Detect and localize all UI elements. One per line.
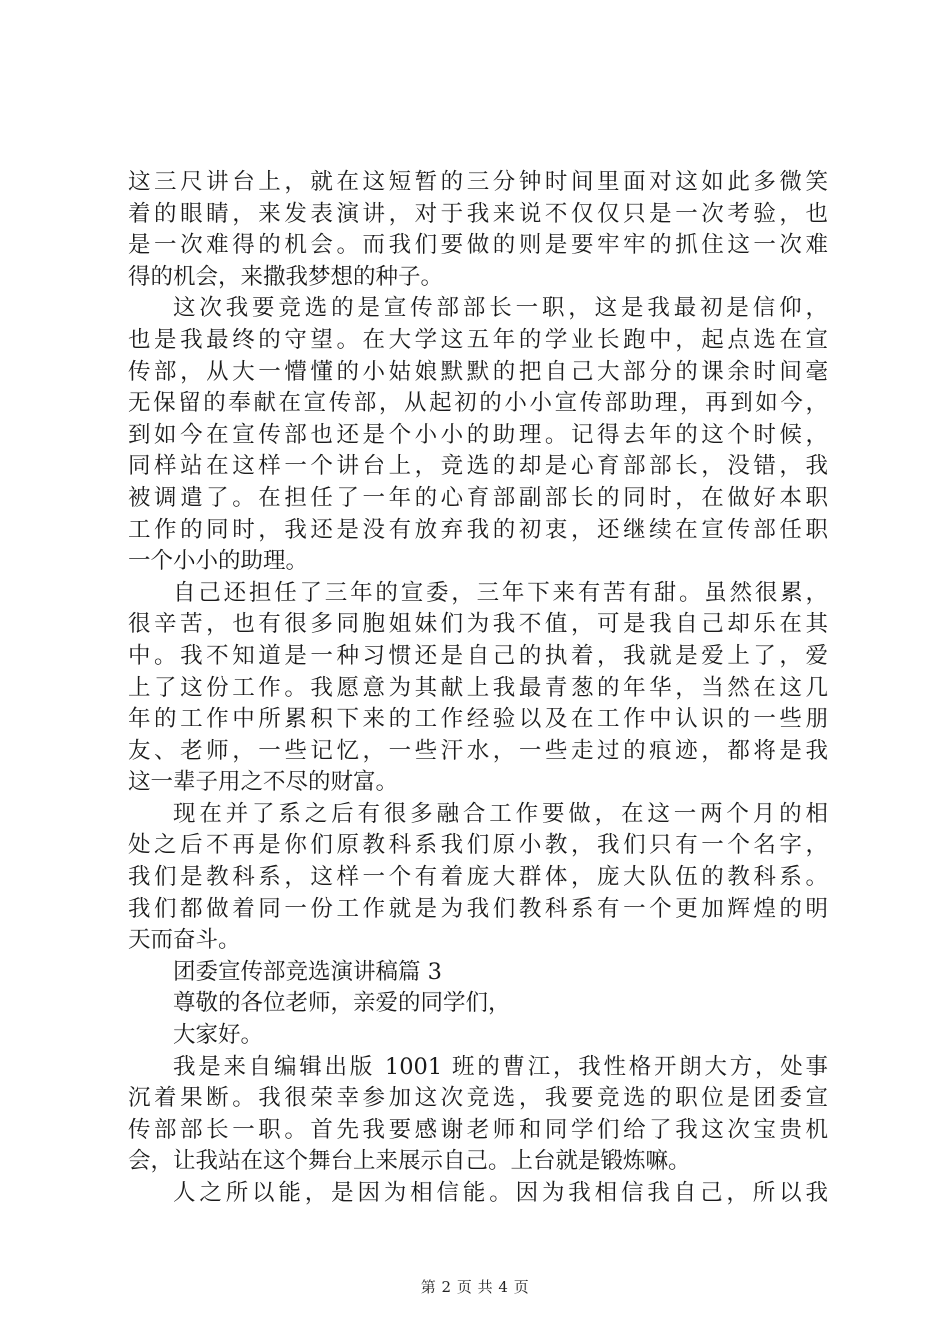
text-line: 天而奋斗。 bbox=[128, 927, 241, 954]
text-line: 也是我最终的守望。在大学这五年的学业长跑中，起点选在宣 bbox=[128, 326, 828, 353]
text-line: 现在并了系之后有很多融合工作要做，在这一两个月的相 bbox=[173, 800, 828, 827]
text-line: 到如今在宣传部也还是个小小的助理。记得去年的这个时候， bbox=[128, 421, 828, 448]
text-line: 这一辈子用之不尽的财富。 bbox=[128, 769, 399, 796]
text-line: 很辛苦，也有很多同胞姐妹们为我不值，可是我自己却乐在其 bbox=[128, 611, 828, 638]
text-line: 同样站在这样一个讲台上，竞选的却是心育部部长，没错，我 bbox=[128, 453, 828, 480]
text-line: 工作的同时，我还是没有放弃我的初衷，还继续在宣传部任职 bbox=[128, 516, 828, 543]
text-line: 我们都做着同一份工作就是为我们教科系有一个更加辉煌的明 bbox=[128, 895, 828, 922]
text-line: 沉着果断。我很荣幸参加这次竞选，我要竞选的职位是团委宣 bbox=[128, 1085, 828, 1112]
text-line: 无保留的奉献在宣传部，从起初的小小宣传部助理，再到如今， bbox=[128, 390, 828, 417]
text-line: 中。我不知道是一种习惯还是自己的执着，我就是爱上了，爱 bbox=[128, 642, 828, 669]
text-line: 自己还担任了三年的宣委，三年下来有苦有甜。虽然很累， bbox=[173, 579, 828, 606]
text-line: 我们是教科系，这样一个有着庞大群体，庞大队伍的教科系。 bbox=[128, 864, 828, 891]
text-line: 是一次难得的机会。而我们要做的则是要牢牢的抓住这一次难 bbox=[128, 232, 828, 259]
text-line: 传部部长一职。首先我要感谢老师和同学们给了我这次宝贵机 bbox=[128, 1116, 828, 1143]
text-line: 一个小小的助理。 bbox=[128, 548, 309, 575]
text-line: 团委宣传部竞选演讲稿篇 3 bbox=[173, 958, 442, 985]
text-line: 着的眼睛，来发表演讲，对于我来说不仅仅只是一次考验，也 bbox=[128, 200, 828, 227]
text-line: 得的机会，来撒我梦想的种子。 bbox=[128, 263, 444, 290]
text-line: 我是来自编辑出版 1001 班的曹江，我性格开朗大方，处事 bbox=[173, 1053, 828, 1080]
text-line: 这次我要竞选的是宣传部部长一职，这是我最初是信仰， bbox=[173, 295, 828, 322]
text-line: 友、老师，一些记忆，一些汗水，一些走过的痕迹，都将是我 bbox=[128, 737, 828, 764]
text-line: 这三尺讲台上，就在这短暂的三分钟时间里面对这如此多微笑 bbox=[128, 169, 828, 195]
text-line: 人之所以能，是因为相信能。因为我相信我自己，所以我 bbox=[173, 1180, 828, 1206]
text-line: 大家好。 bbox=[173, 1022, 264, 1049]
text-line: 传部，从大一懵懂的小姑娘默默的把自己大部分的课余时间毫 bbox=[128, 358, 828, 385]
text-line: 尊敬的各位老师，亲爱的同学们， bbox=[173, 990, 511, 1017]
document-body bbox=[128, 167, 828, 1210]
text-line: 处之后不再是你们原教科系我们原小教，我们只有一个名字， bbox=[128, 832, 828, 859]
text-line: 上了这份工作。我愿意为其献上我最青葱的年华，当然在这几 bbox=[128, 674, 828, 701]
text-line: 年的工作中所累积下来的工作经验以及在工作中认识的一些朋 bbox=[128, 706, 828, 733]
page-footer: 第 2 页 共 4 页 bbox=[420, 1278, 530, 1296]
text-line: 被调遣了。在担任了一年的心育部副部长的同时，在做好本职 bbox=[128, 484, 828, 511]
text-line: 会，让我站在这个舞台上来展示自己。上台就是锻炼嘛。 bbox=[128, 1148, 691, 1175]
